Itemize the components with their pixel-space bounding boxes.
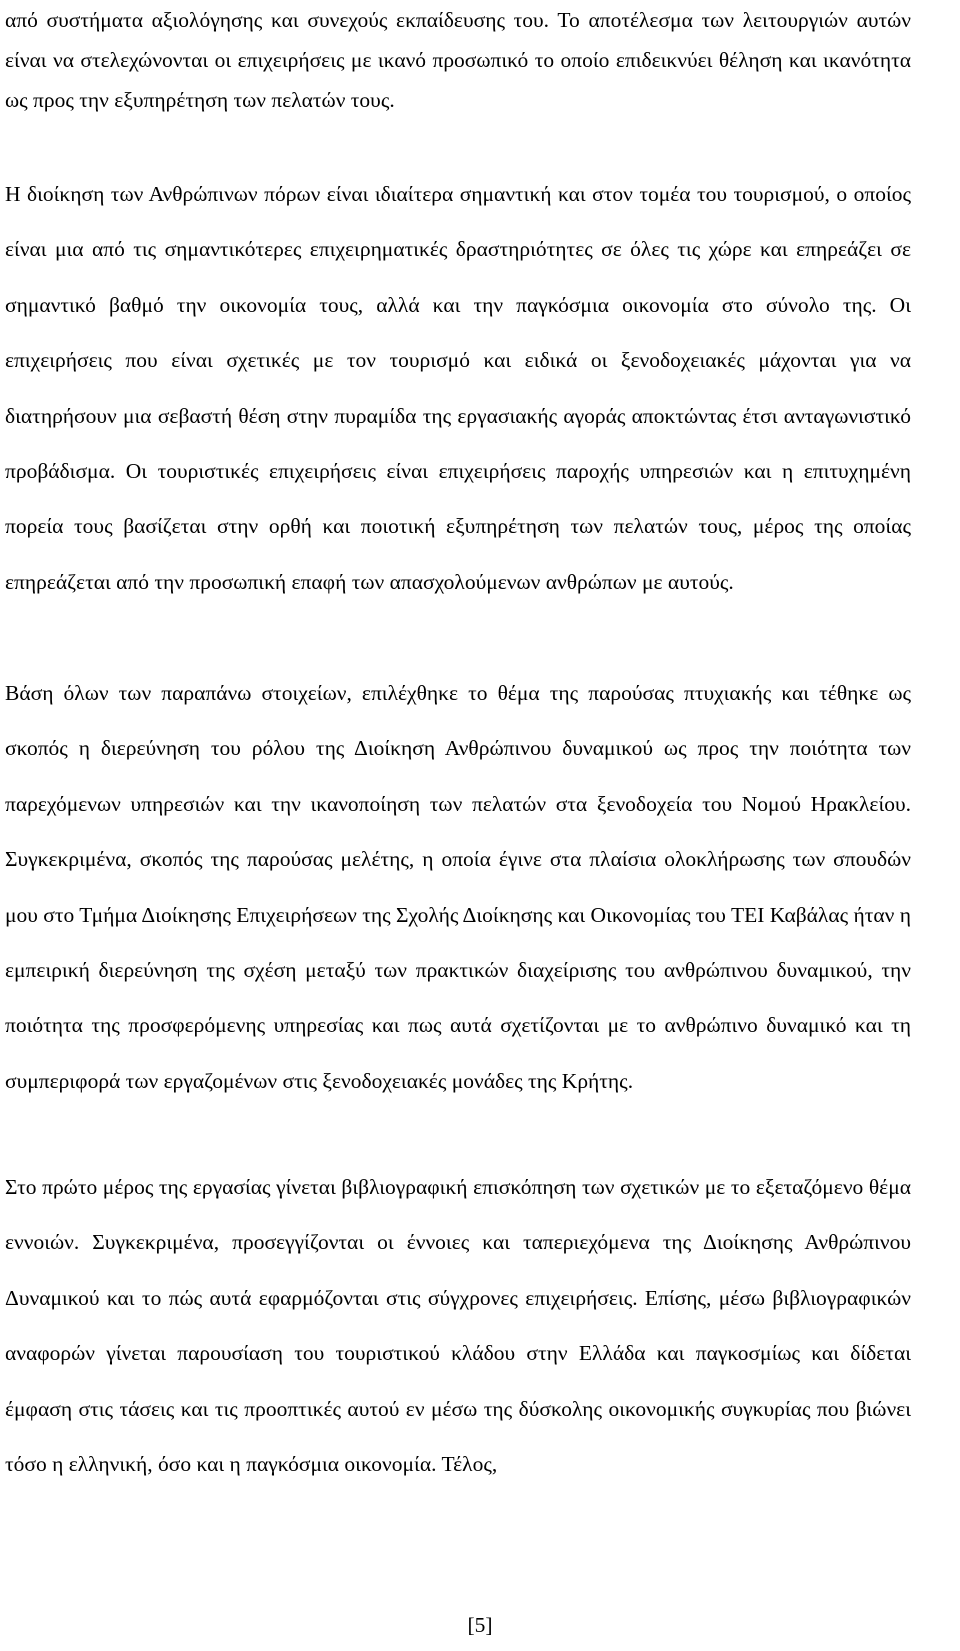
paragraph-thesis-structure: Στο πρώτο μέρος της εργασίας γίνεται βιβλιογραφική επισκόπηση των σχετικών με το εξεταζόμενο θέμα εννοιών. Συγκεκριμένα, προσεγγίζονται οι έννοιες και ταπεριεχόμενα της Διοίκησης Ανθρώπινου Δυναμικού και το πώς αυτά εφαρμόζονται στις σύγχρονες επιχειρήσεις. Επίσης, μέσω βιβλιογραφικών αναφορών γίνεται παρουσίαση του τουριστικού κλάδου στην Ελλάδα και παγκοσμίως και δίδεται έμφαση στις τάσεις και τις προοπτικές αυτού εν μέσω της δύσκολης οικονομικής συγκυρίας που βιώνει τόσο η ελληνική, όσο και η παγκόσμια οικονομία. Τέλος, bbox=[5, 1175, 911, 1477]
page-number: [5] bbox=[467, 1613, 493, 1637]
paragraph-hr-tourism: Η διοίκηση των Ανθρώπινων πόρων είναι ιδιαίτερα σημαντική και στον τομέα του τουρισμού, ο οποίος είναι μια από τις σημαντικότερες επιχειρηματικές δραστηριότητες σε όλες τις χώρε και επηρεάζει σε σημαντικό βαθμό την οικονομία τους, αλλά και την παγκόσμια οικονομία στο σύνολο της. Οι επιχειρήσεις που είναι σχετικές με τον τουρισμό και ειδικά οι ξενοδοχειακές μάχονται για να διατηρήσουν μια σεβαστή θέση στην πυραμίδα της εργασιακής αγοράς αποκτώντας έτσι ανταγωνιστικό προβάδισμα. Οι τουριστικές επιχειρήσεις είναι επιχειρήσεις παροχής υπηρεσιών και η επιτυχημένη πορεία τους βασίζεται στην ορθή και ποιοτική εξυπηρέτηση των πελατών τους, μέρος της οποίας επηρεάζεται από την προσωπική επαφή των απασχολούμενων ανθρώπων με αυτούς. bbox=[5, 182, 911, 594]
paragraph-continuation: από συστήματα αξιολόγησης και συνεχούς εκπαίδευσης του. Το αποτέλεσμα των λειτουργιών αυτών είναι να στελεχώνονται οι επιχειρήσεις με ικανό προσωπικό το οποίο επιδεικνύει θέληση και ικανότητα ως προς την εξυπηρέτηση των πελατών τους. bbox=[5, 8, 911, 112]
paragraph-thesis-purpose: Βάση όλων των παραπάνω στοιχείων, επιλέχθηκε το θέμα της παρούσας πτυχιακής και τέθηκε ως σκοπός η διερεύνηση του ρόλου της Διοίκηση Ανθρώπινου δυναμικού ως προς την ποιότητα των παρεχόμενων υπηρεσιών και την ικανοποίηση των πελατών στα ξενοδοχεία του Νομού Ηρακλείου. Συγκεκριμένα, σκοπός της παρούσας μελέτης, η οποία έγινε στα πλαίσια ολοκλήρωσης των σπουδών μου στο Τμήμα Διοίκησης Επιχειρήσεων της Σχολής Διοίκησης και Οικονομίας του ΤΕΙ Καβάλας ήταν η εμπειρική διερεύνηση της σχέση μεταξύ των πρακτικών διαχείρισης του ανθρώπινου δυναμικού, την ποιότητα της προσφερόμενης υπηρεσίας και πως αυτά σχετίζονται με το ανθρώπινο δυναμικό και τη συμπεριφορά των εργαζομένων στις ξενοδοχειακές μονάδες της Κρήτης. bbox=[5, 681, 912, 1093]
